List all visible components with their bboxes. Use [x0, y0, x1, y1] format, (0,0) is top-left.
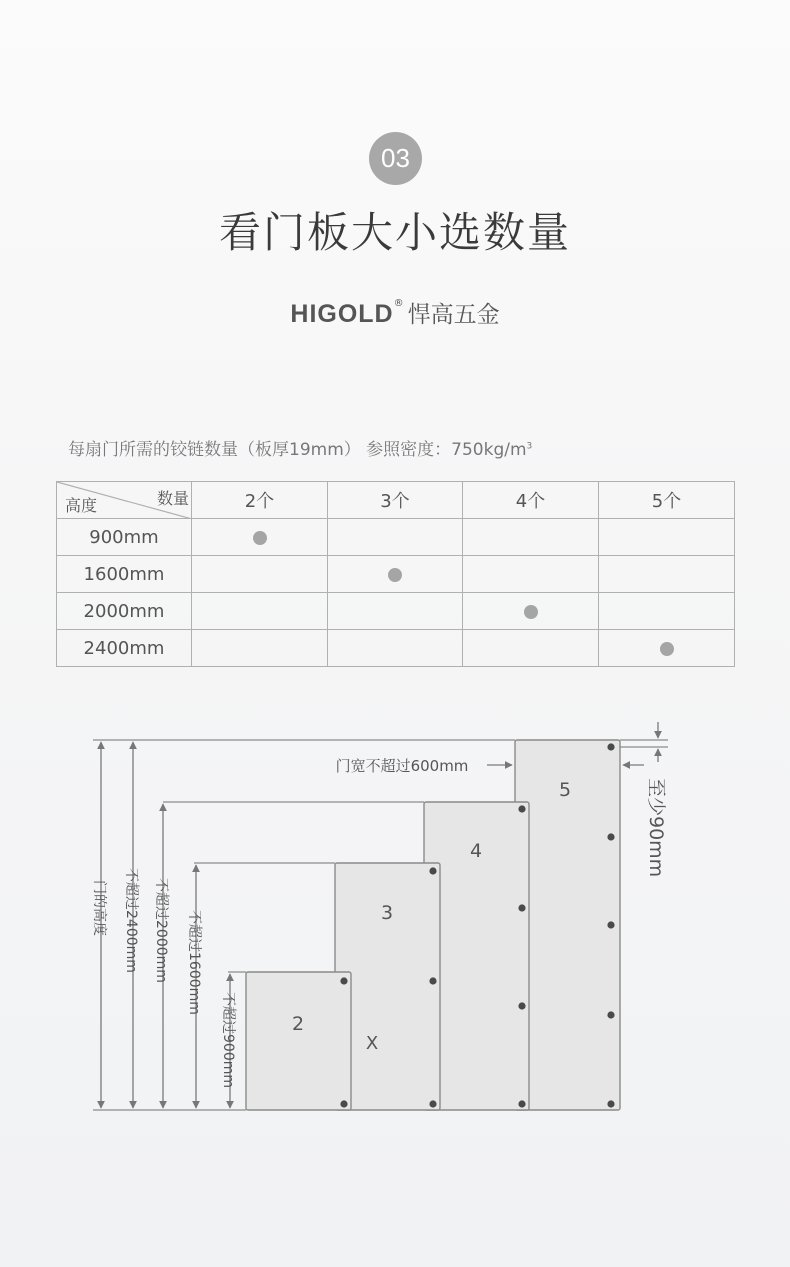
- hinge-dot: [607, 1011, 614, 1018]
- panel-5-label: 5: [558, 779, 572, 801]
- hinge-dot: [607, 833, 614, 840]
- row-header: 1600mm: [57, 556, 192, 593]
- page-title: 看门板大小选数量: [218, 208, 571, 257]
- caption-text: 每扇门所需的铰链数量（板厚19mm） 参照密度：750kg/m: [68, 440, 527, 460]
- column-axis-label: 数量: [156, 489, 189, 508]
- door-height-label: 门的高度: [91, 880, 107, 936]
- column-header: 4个: [463, 482, 599, 519]
- hinge-dot: [607, 921, 614, 928]
- row-header: 2000mm: [57, 593, 192, 630]
- column-header: 5个: [599, 482, 735, 519]
- x-label: X: [365, 1033, 379, 1054]
- max-2000-label: 不超过2000mm: [153, 878, 169, 983]
- hinge-dot: [607, 1100, 614, 1107]
- hinge-dot: [429, 867, 436, 874]
- hinge-dot: [340, 1100, 347, 1107]
- margin-label: 至少90mm: [645, 778, 667, 878]
- panel-2: [246, 972, 351, 1110]
- row-header: 900mm: [57, 519, 192, 556]
- panel-3-label: 3: [380, 902, 394, 924]
- step-number-badge: 03: [369, 132, 422, 185]
- hinge-dot: [518, 805, 525, 812]
- caption-superscript: 3: [526, 441, 533, 452]
- max-2400-label: 不超过2400mm: [123, 868, 139, 973]
- row-axis-label: 高度: [65, 496, 98, 515]
- column-header: 3个: [328, 482, 463, 519]
- hinge-dot: [340, 977, 347, 984]
- brand-name-en: HIGOLD: [290, 300, 394, 328]
- hinge-dot: [429, 977, 436, 984]
- max-1600-label: 不超过1600mm: [186, 910, 202, 1015]
- row-header: 2400mm: [57, 630, 192, 667]
- panel-2-label: 2: [291, 1013, 305, 1035]
- width-label: 门宽不超过600mm: [335, 757, 469, 775]
- max-900-label: 不超过900mm: [220, 992, 236, 1088]
- brand-name-cn: 悍高五金: [407, 302, 500, 328]
- hinge-dot: [518, 904, 525, 911]
- registered-mark: ®: [393, 298, 404, 309]
- hinge-dot: [518, 1100, 525, 1107]
- column-header: 2个: [192, 482, 328, 519]
- hinge-dot: [429, 1100, 436, 1107]
- panel-4-label: 4: [469, 840, 483, 862]
- hinge-dot: [607, 743, 614, 750]
- hinge-dot: [518, 1002, 525, 1009]
